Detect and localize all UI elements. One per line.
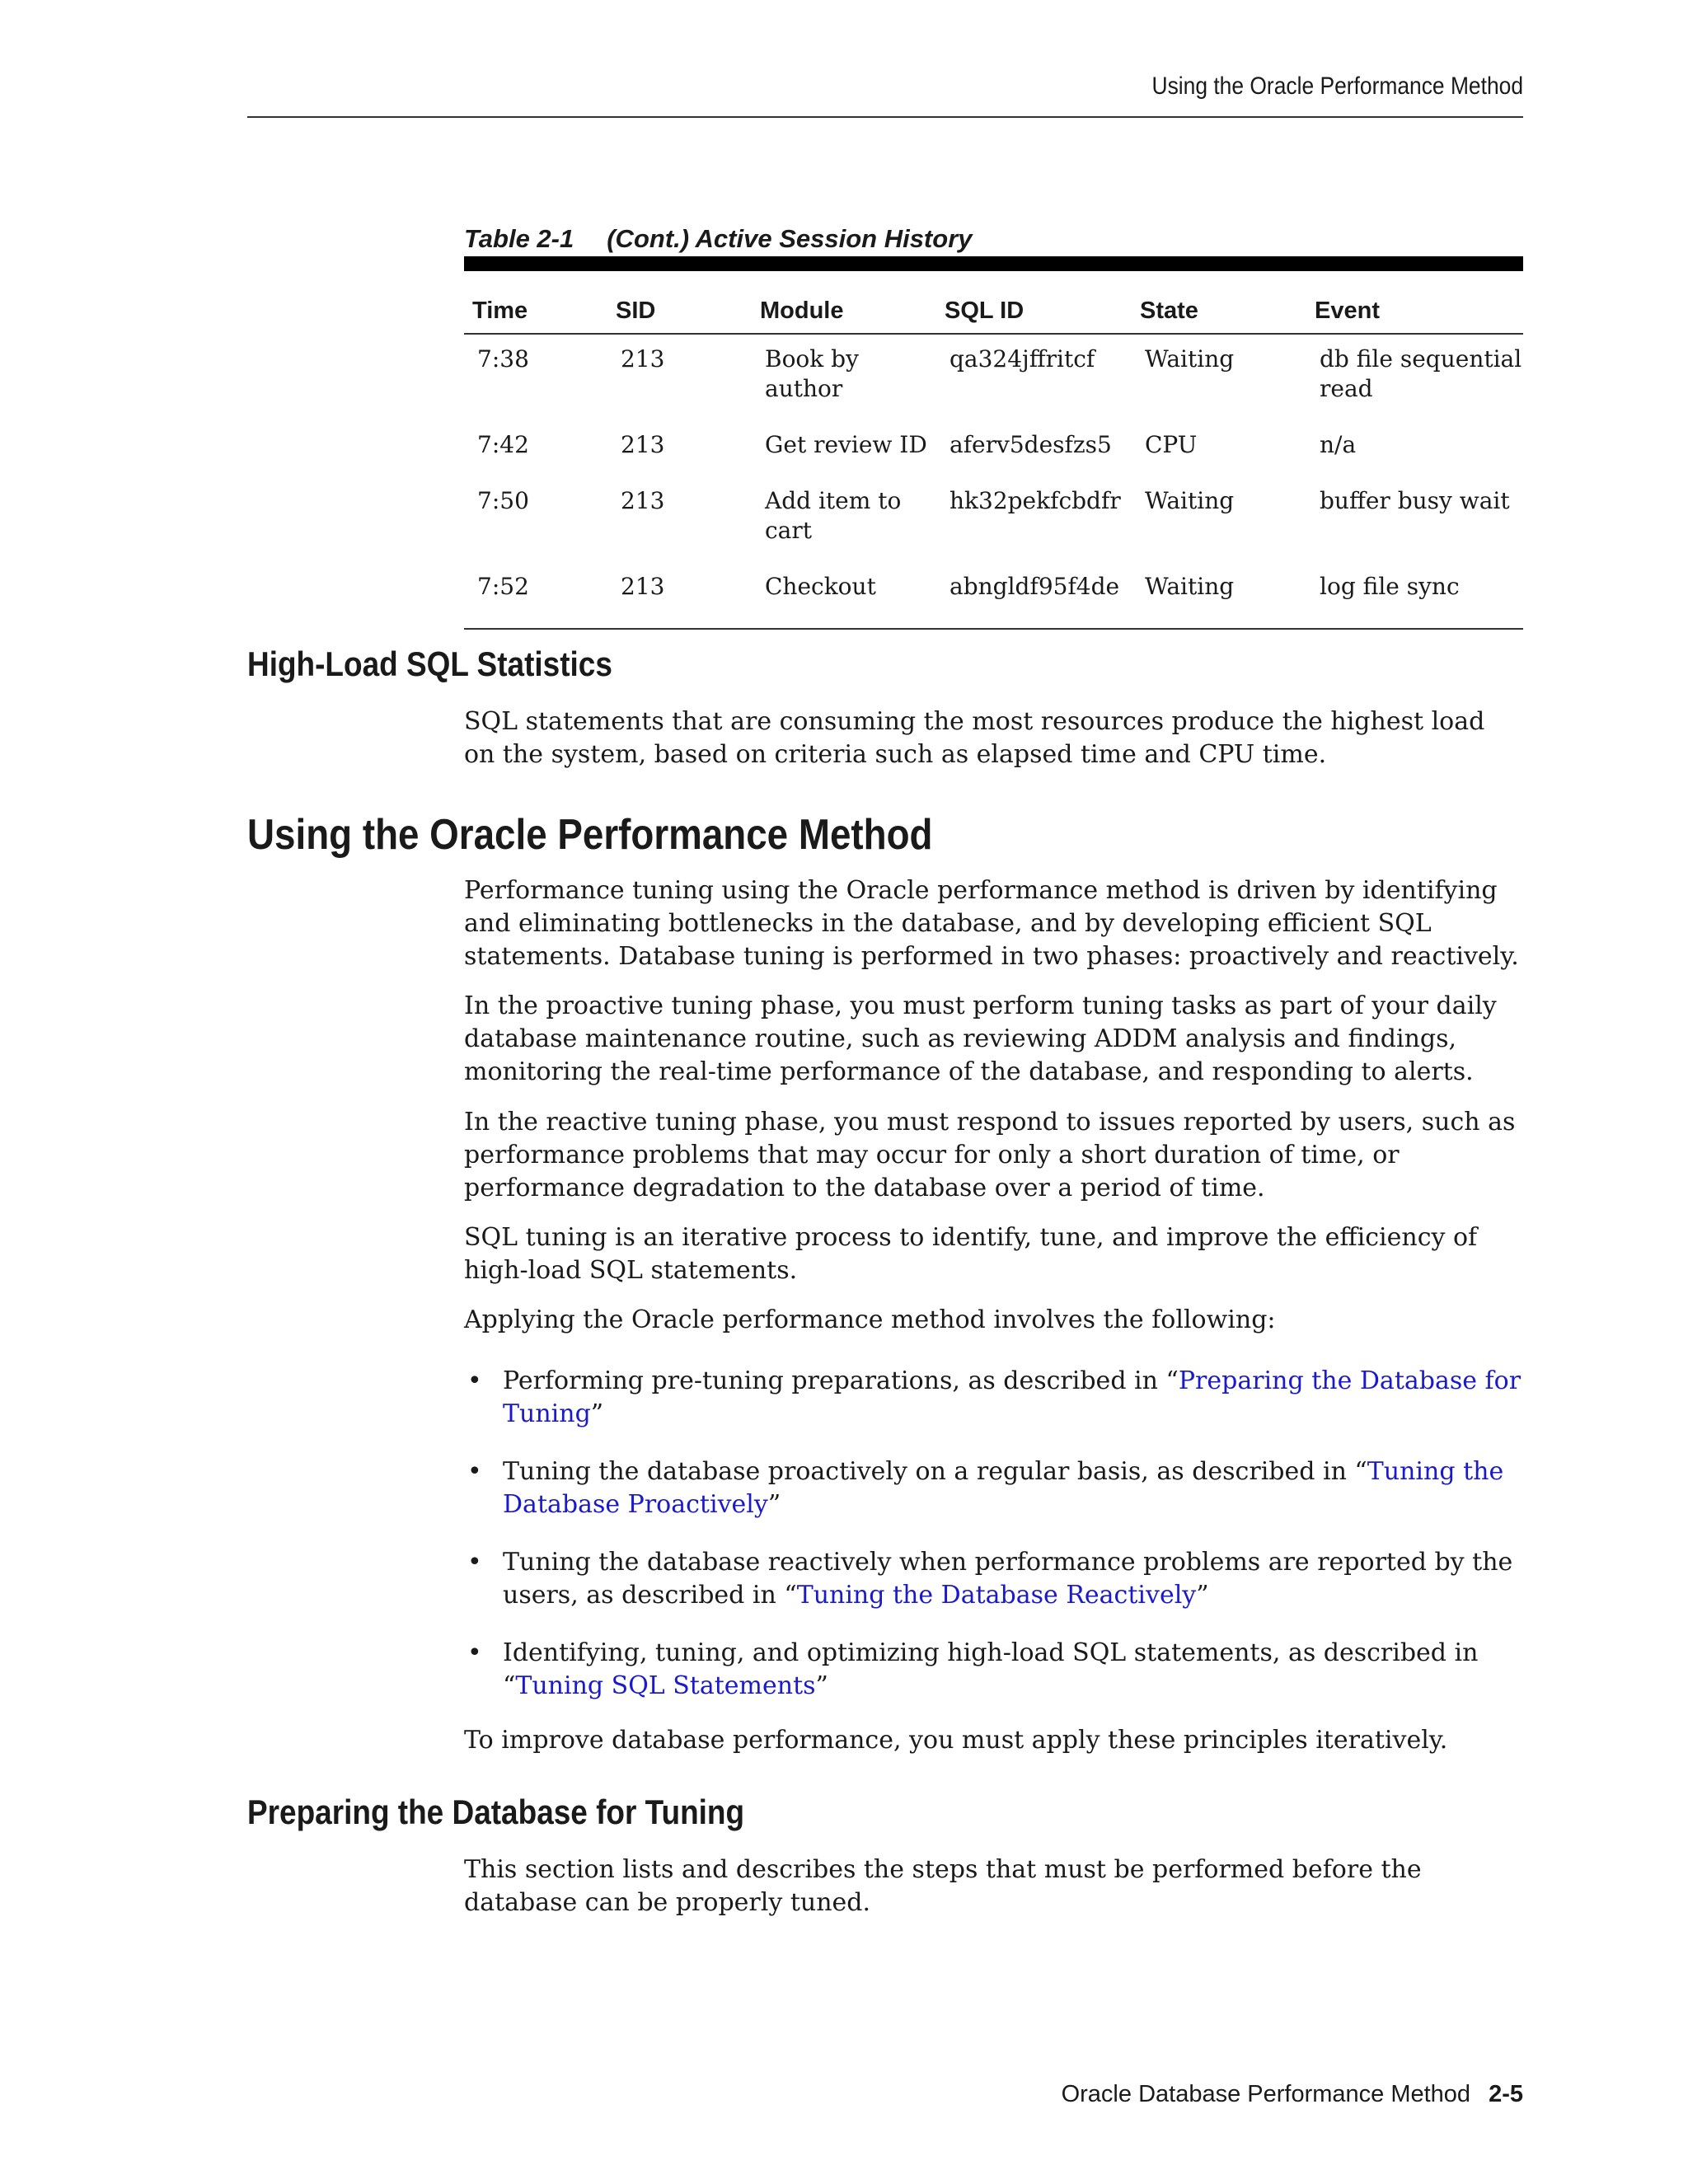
cell-module: Get review ID — [765, 431, 927, 458]
bullet-text: Performing pre-tuning preparations, as described in “ — [503, 1366, 1179, 1395]
table-row — [464, 486, 1523, 572]
cell-sid: 213 — [621, 431, 665, 458]
bullet-close-quote: ” — [1196, 1581, 1209, 1610]
bullet-text: Tuning the database proactively on a regular basis, as described in “ — [503, 1457, 1367, 1486]
bullet-marker: • — [467, 1548, 482, 1577]
table-caption-title: (Cont.) Active Session History — [607, 224, 973, 253]
high-load-sql-heading: High-Load SQL Statistics — [247, 644, 612, 683]
preparing-database-paragraph: This section lists and describes the steps that must be performed before the database can be properly tuned. — [464, 1855, 1422, 1917]
method-paragraph-4: SQL tuning is an iterative process to identify, tune, and improve the efficiency of high-load SQL statements. — [464, 1223, 1478, 1285]
bullet-marker: • — [467, 1638, 482, 1667]
cell-state: Waiting — [1145, 573, 1235, 600]
cell-state: Waiting — [1145, 345, 1235, 373]
list-item — [464, 1546, 1523, 1612]
method-paragraph-2: In the proactive tuning phase, you must perform tuning tasks as part of your daily database maintenance routine, such as reviewing ADDM analysis and findings, monitoring the real-time performance of the database, and responding to alerts. — [464, 991, 1497, 1086]
cell-module: Add item to cart — [765, 487, 902, 544]
preparing-database-heading: Preparing the Database for Tuning — [247, 1793, 745, 1831]
cell-event: buffer busy wait — [1320, 487, 1510, 514]
table-caption-number: Table 2-1 — [464, 224, 574, 253]
column-header-sql-id: SQL ID — [945, 298, 1025, 324]
list-item — [464, 1455, 1523, 1521]
method-closing-paragraph: To improve database performance, you must apply these principles iteratively. — [464, 1726, 1448, 1755]
cell-event: db file sequential read — [1320, 345, 1522, 402]
cell-sql-id: hk32pekfcbdfr — [950, 487, 1121, 514]
cell-event: log file sync — [1320, 573, 1460, 600]
cell-time: 7:38 — [477, 345, 529, 373]
method-paragraph-1: Performance tuning using the Oracle performance method is driven by identifying and eliminating bottlenecks in the database, and by developing efficient SQL statements. Database tuning is performed in two phases: proactively and reactively. — [464, 876, 1519, 971]
cell-sql-id: abngldf95f4de — [950, 573, 1120, 600]
header-rule — [247, 116, 1523, 118]
cell-sql-id: aferv5desfzs5 — [950, 431, 1112, 458]
page-number: 2-5 — [1489, 2081, 1523, 2107]
link-tuning-sql[interactable]: Tuning SQL Statements — [515, 1671, 816, 1700]
cell-sql-id: qa324jffritcf — [950, 345, 1095, 373]
cell-event: n/a — [1320, 431, 1357, 458]
list-item — [464, 1365, 1523, 1431]
bullet-text: Identifying, tuning, and optimizing high-load SQL statements, as described in “ — [503, 1638, 1479, 1700]
cell-sid: 213 — [621, 345, 665, 373]
active-session-history-table — [464, 256, 1523, 630]
cell-time: 7:52 — [477, 573, 529, 600]
cell-module: Book by author — [765, 345, 859, 402]
page-footer — [1062, 2081, 1523, 2108]
cell-state: CPU — [1145, 431, 1198, 458]
cell-sid: 213 — [621, 487, 665, 514]
bullet-marker: • — [467, 1366, 482, 1395]
bullet-marker: • — [467, 1457, 482, 1486]
cell-module: Checkout — [765, 573, 876, 600]
table-row — [464, 334, 1523, 430]
table-row — [464, 430, 1523, 486]
column-header-module: Module — [760, 298, 844, 324]
footer-book-title: Oracle Database Performance Method — [1061, 2081, 1471, 2107]
cell-time: 7:50 — [477, 487, 529, 514]
bullet-close-quote: ” — [590, 1399, 604, 1428]
table-caption — [464, 224, 973, 254]
column-header-time: Time — [472, 298, 528, 324]
table-row — [464, 572, 1523, 629]
high-load-sql-paragraph: SQL statements that are consuming the most resources produce the highest load on the system, based on criteria such as elapsed time and CPU time. — [464, 707, 1485, 769]
cell-sid: 213 — [621, 573, 665, 600]
column-header-event: Event — [1315, 298, 1380, 324]
method-paragraph-3: In the reactive tuning phase, you must respond to issues reported by users, such as performance problems that may occur for only a short duration of time, or performance degradation to the database over a period of time. — [464, 1108, 1516, 1202]
link-tuning-proactively[interactable]: Tuning the Database Proactively — [503, 1457, 1504, 1519]
bullet-close-quote: ” — [815, 1671, 828, 1700]
bullet-close-quote: ” — [767, 1490, 781, 1519]
column-header-state: State — [1140, 298, 1198, 324]
cell-state: Waiting — [1145, 487, 1235, 514]
table-header-row — [464, 264, 1523, 334]
running-header: Using the Oracle Performance Method — [1151, 73, 1523, 100]
oracle-method-heading: Using the Oracle Performance Method — [247, 811, 933, 859]
link-tuning-reactively[interactable]: Tuning the Database Reactively — [796, 1581, 1197, 1610]
list-item — [464, 1637, 1523, 1703]
cell-time: 7:42 — [477, 431, 529, 458]
column-header-sid: SID — [616, 298, 656, 324]
bullet-text: Tuning the database reactively when performance problems are reported by the users, as described in “ — [503, 1548, 1513, 1610]
link-preparing-database[interactable]: Preparing the Database for Tuning — [503, 1366, 1522, 1428]
method-paragraph-5: Applying the Oracle performance method involves the following: — [464, 1305, 1276, 1334]
